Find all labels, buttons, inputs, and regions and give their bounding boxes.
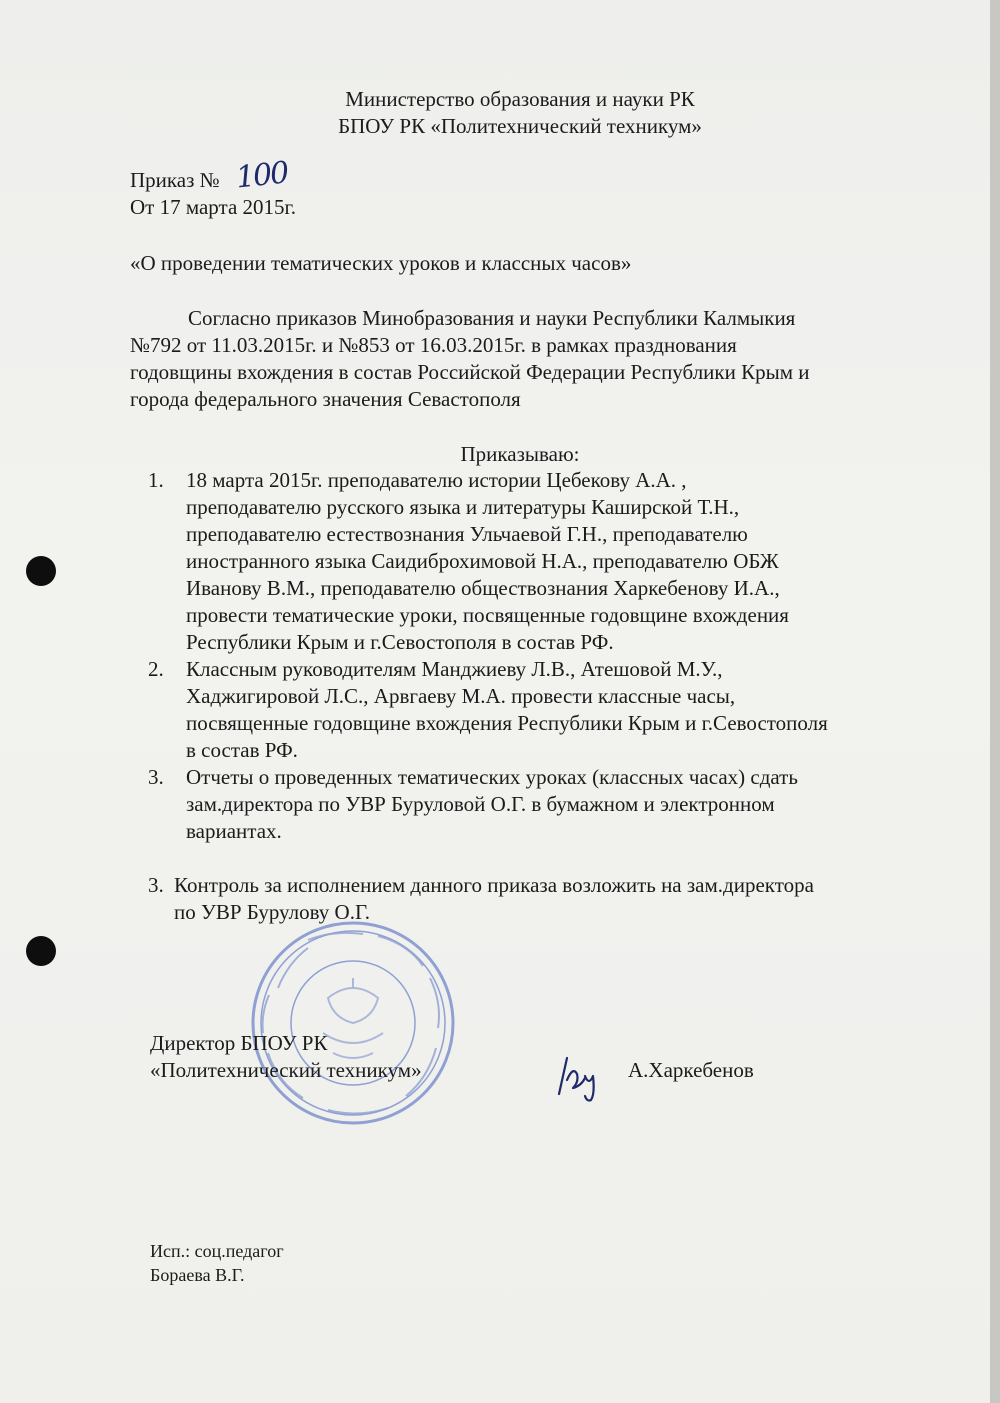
director-name: А.Харкебенов: [628, 1058, 754, 1082]
item-line: Республики Крым и г.Севостополя в состав РФ.: [186, 630, 614, 654]
item-line: 18 марта 2015г. преподавателю истории Цебекову А.А. ,: [186, 468, 687, 492]
item-line: Отчеты о проведенных тематических уроках (классных часах) сдать: [186, 765, 798, 789]
punch-hole: [26, 556, 56, 586]
preamble-line: годовщины вхождения в состав Российской Федерации Республики Крым и: [130, 360, 810, 384]
preamble-line: №792 от 11.03.2015г. и №853 от 16.03.2015г. в рамках празднования: [130, 333, 737, 357]
item-line: Хаджигировой Л.С., Арвгаеву М.А. провести классные часы,: [186, 684, 736, 708]
item-number: 2.: [148, 657, 164, 681]
punch-hole: [26, 936, 56, 966]
decree-word: Приказываю:: [460, 442, 580, 466]
order-date: От 17 марта 2015г.: [130, 195, 297, 219]
item-line: Классным руководителям Манджиеву Л.В., Атешовой М.У.,: [186, 657, 723, 681]
ministry-name: Министерство образования и науки РК: [345, 87, 695, 111]
item-line: вариантах.: [186, 819, 282, 843]
order-title: «О проведении тематических уроков и классных часов»: [130, 251, 632, 275]
item-line: посвященные годовщине вхождения Республики Крым и г.Севостополя: [186, 711, 828, 735]
order-label: Приказ №: [130, 168, 220, 192]
order-number-handwritten: 100: [234, 155, 289, 196]
item-line: иностранного языка Саидиброхимовой Н.А., преподавателю ОБЖ: [186, 549, 779, 573]
institution-name: БПОУ РК «Политехнический техникум»: [338, 114, 702, 138]
item-line: по УВР Бурулову О.Г.: [174, 900, 370, 924]
item-number: 1.: [148, 468, 164, 492]
executor-name: Бораева В.Г.: [150, 1265, 245, 1285]
item-line: преподавателю естествознания Ульчаевой Г.Н., преподавателю: [186, 522, 748, 546]
item-line: зам.директора по УВР Буруловой О.Г. в бумажном и электронном: [186, 792, 775, 816]
sheet-edge: [990, 0, 1000, 1403]
item-number: 3.: [148, 765, 164, 789]
handwritten-signature: [553, 1050, 613, 1102]
director-position: «Политехнический техникум»: [150, 1058, 422, 1082]
item-line: провести тематические уроки, посвященные годовщине вхождения: [186, 603, 789, 627]
preamble-line: города федерального значения Севастополя: [130, 387, 521, 411]
item-line: Контроль за исполнением данного приказа возложить на зам.директора: [174, 873, 814, 897]
executor-position: Исп.: соц.педагог: [150, 1241, 284, 1261]
preamble-line: Согласно приказов Минобразования и науки Республики Калмыкия: [188, 306, 796, 330]
item-line: в состав РФ.: [186, 738, 298, 762]
item-number: 3.: [148, 873, 164, 897]
director-position: Директор БПОУ РК: [150, 1031, 328, 1055]
item-line: преподавателю русского языка и литературы Каширской Т.Н.,: [186, 495, 740, 519]
official-stamp: [248, 918, 458, 1128]
item-line: Иванову В.М., преподавателю обществознания Харкебенову И.А.,: [186, 576, 780, 600]
